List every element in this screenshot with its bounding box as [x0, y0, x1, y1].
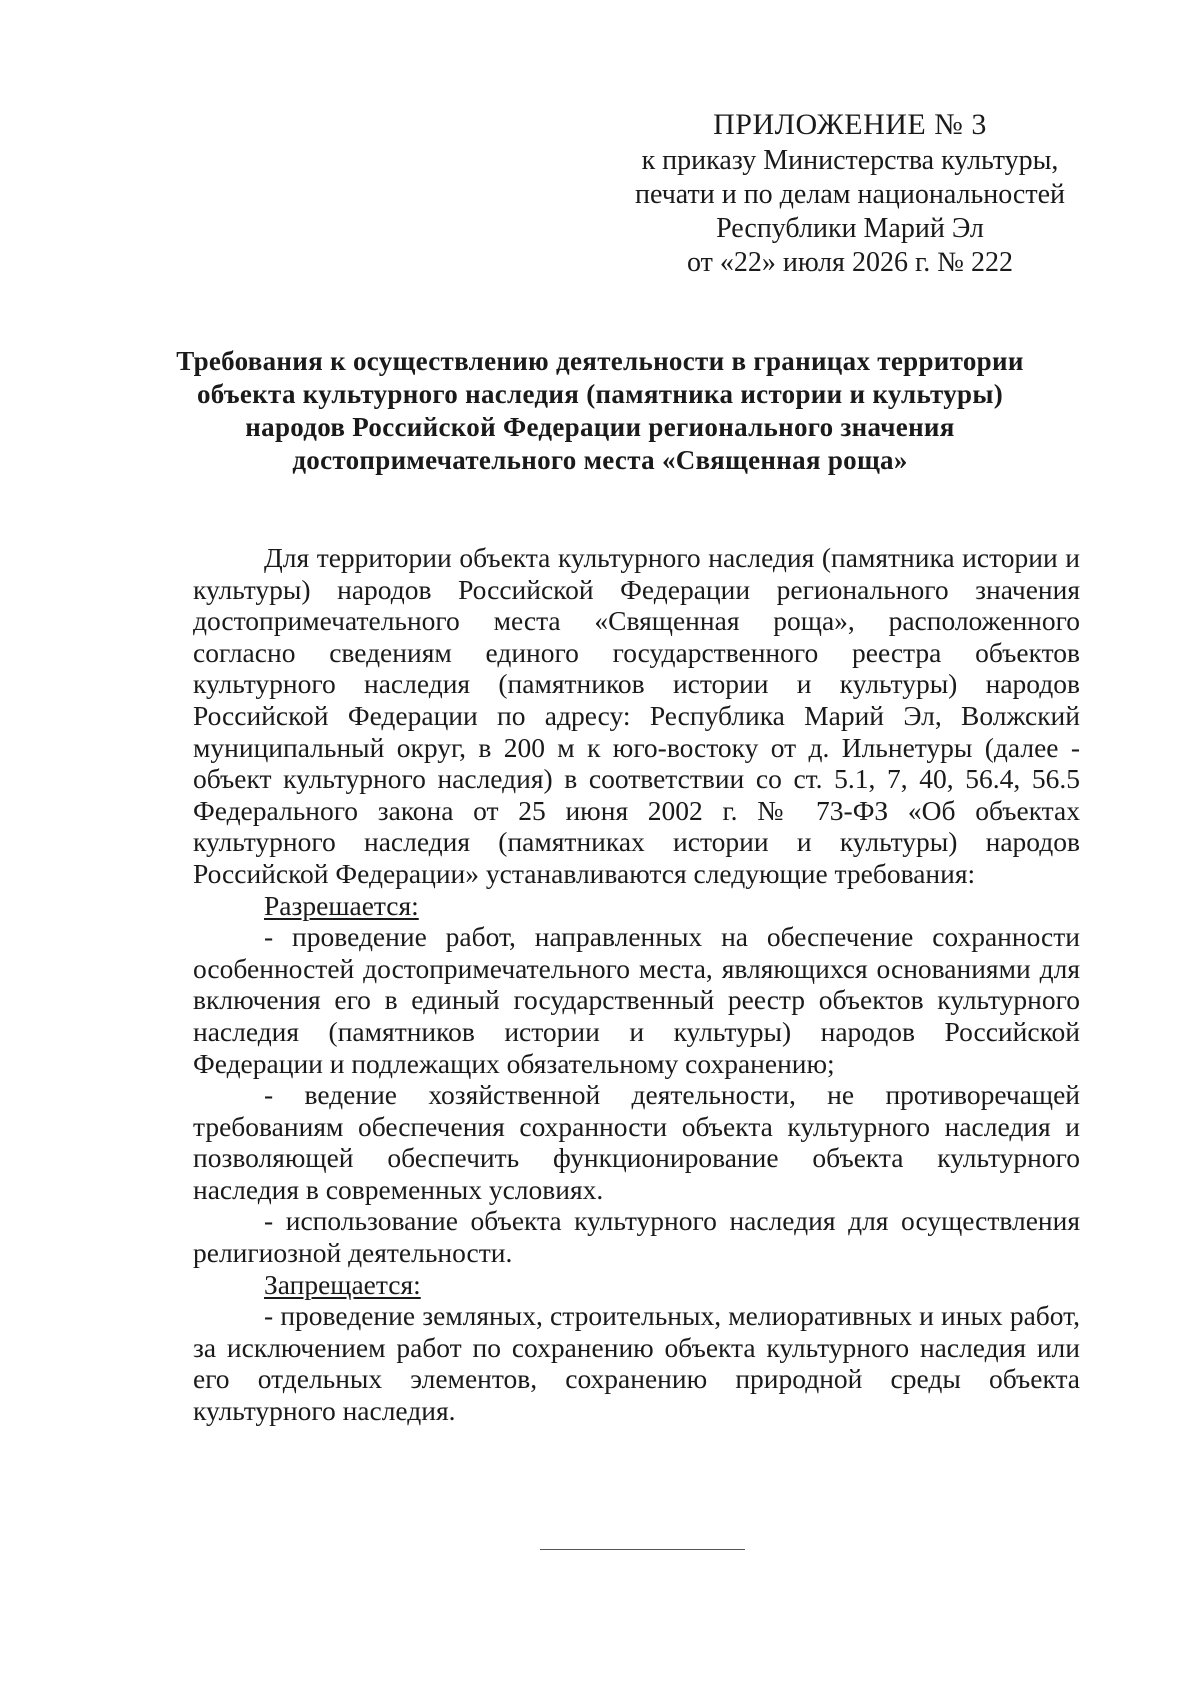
- intro-paragraph: Для территории объекта культурного наследия (памятника истории и культуры) народов Российской Федерации регионального значения достопримечательного места «Священная роща», расположенного согласно сведениям единого государственного реестра объектов культурного наследия (памятников истории и культуры) народов Российской Федерации по адресу: Республика Марий Эл, Волжский муниципальный округ, в 200 м к юго-востоку от д. Ильнетуры (далее - объект культурного наследия) в соответствии со ст. 5.1, 7, 40, 56.4, 56.5 Федерального закона от 25 июня 2002 г. № 73-ФЗ «Об объектах культурного наследия (памятниках истории и культуры) народов Российской Федерации» устанавливаются следующие требования:: [193, 542, 1080, 889]
- appendix-date: от «22» июля 2026 г. № 222: [687, 247, 1013, 278]
- title-line: Требования к осуществлению деятельности в границах территории: [176, 346, 1024, 376]
- title-line: достопримечательного места «Священная роща»: [292, 445, 908, 475]
- forbidden-item: - проведение земляных, строительных, мелиоративных и иных работ, за исключением работ по сохранению объекта культурного наследия или его отдельных элементов, сохранению природной среды объекта культурного наследия.: [193, 1300, 1080, 1427]
- allowed-item: - проведение работ, направленных на обеспечение сохранности особенностей достопримечательного места, являющихся основаниями для включения его в единый государственный реестр объектов культурного наследия (памятников истории и культуры) народов Российской Федерации и подлежащих обязательному сохранению;: [193, 921, 1080, 1079]
- allowed-item: - использование объекта культурного наследия для осуществления религиозной деятельности.: [193, 1205, 1080, 1269]
- title-line: объекта культурного наследия (памятника истории и культуры): [196, 379, 1004, 409]
- allowed-heading: [193, 890, 1080, 922]
- title-line: народов Российской Федерации регионального значения: [245, 412, 955, 442]
- appendix-line: к приказу Министерства культуры,: [641, 145, 1059, 176]
- allowed-item: - ведение хозяйственной деятельности, не противоречащей требованиям обеспечения сохранности объекта культурного наследия и позволяющей обеспечить функционирование объекта культурного наследия в современных условиях.: [193, 1079, 1080, 1205]
- document-body: [193, 542, 1080, 1427]
- appendix-line: Республики Марий Эл: [716, 213, 984, 244]
- appendix-title: ПРИЛОЖЕНИЕ № 3: [713, 108, 987, 141]
- appendix-block: [600, 108, 1100, 280]
- appendix-line: печати и по делам национальностей: [634, 179, 1066, 210]
- forbidden-heading: [193, 1269, 1080, 1301]
- document-title: [150, 345, 1050, 477]
- forbidden-heading-text: Запрещается:: [264, 1268, 421, 1300]
- end-divider: [540, 1549, 745, 1550]
- allowed-heading-text: Разрешается:: [264, 889, 419, 921]
